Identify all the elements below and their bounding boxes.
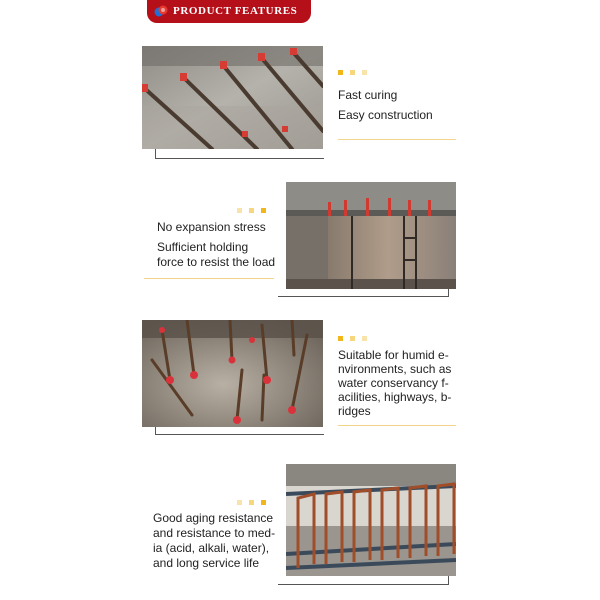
dot	[362, 336, 367, 341]
section-header	[147, 0, 311, 23]
decor-dots	[237, 208, 266, 213]
feature-line: Sufficient holding	[157, 240, 249, 254]
feature-text	[338, 85, 433, 125]
dot	[362, 70, 367, 75]
dot	[261, 500, 266, 505]
feature-line: ridges	[338, 404, 371, 418]
feature-line: Easy construction	[338, 108, 433, 122]
divider	[144, 278, 274, 279]
feature-line: and long service life	[153, 556, 260, 570]
feature-line: nvironments, such as	[338, 362, 452, 376]
feature-text	[338, 348, 451, 418]
ceiling-rebar-anchors-photo	[142, 46, 323, 149]
dot	[350, 336, 355, 341]
section-title: PRODUCT FEATURES	[173, 5, 298, 17]
dot	[237, 500, 242, 505]
dot	[237, 208, 242, 213]
dot	[261, 208, 266, 213]
dot	[249, 500, 254, 505]
feature-line: ia (acid, alkali, water),	[153, 541, 270, 555]
rebar-cage-photo	[286, 464, 456, 576]
decor-dots	[338, 70, 367, 75]
beam-underside-anchors-photo	[286, 182, 456, 289]
feature-line: force to resist the load	[157, 255, 276, 269]
feature-line: Good aging resistance	[153, 511, 274, 525]
divider	[338, 425, 456, 426]
dot	[338, 70, 343, 75]
dot	[338, 336, 343, 341]
ground-rebar-anchors-photo	[142, 320, 323, 427]
red-blue-circles-logo-icon	[154, 4, 168, 18]
feature-text	[157, 220, 275, 270]
dot	[350, 70, 355, 75]
feature-line: water conservancy f-	[338, 376, 449, 390]
dot	[249, 208, 254, 213]
feature-text	[153, 511, 275, 571]
feature-line: Fast curing	[338, 88, 398, 102]
feature-line: and resistance to med-	[153, 526, 276, 540]
feature-line: acilities, highways, b-	[338, 390, 452, 404]
decor-dots	[237, 500, 266, 505]
feature-line: No expansion stress	[157, 220, 266, 234]
decor-dots	[338, 336, 367, 341]
divider	[338, 139, 456, 140]
feature-line: Suitable for humid e-	[338, 348, 449, 362]
